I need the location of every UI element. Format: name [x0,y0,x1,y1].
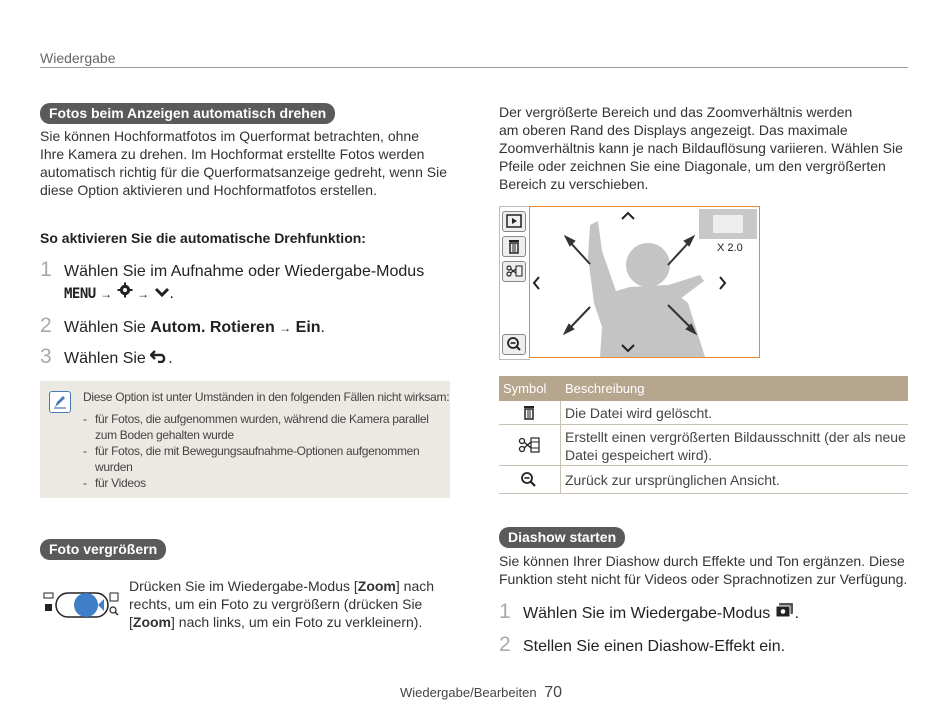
footer [400,684,562,702]
section-header: Wiedergabe [40,50,116,66]
bullet: - [83,476,87,490]
rotate-paragraph [40,127,447,199]
note-item [83,475,429,491]
intro-line: Pfeile oder zeichnen Sie eine Diagonale, um den vergrößerten [499,158,886,174]
slideshow-step-1: 1 Wählen Sie im Wiedergabe-Modus . [499,600,800,623]
arrow-right-icon: → [137,287,150,301]
slideshow-heading [499,527,625,548]
step-text: Wählen Sie im Wiedergabe-Modus [523,605,771,622]
note-icon [49,391,71,413]
table-row [499,401,908,425]
zoom-lever-icon [42,590,122,620]
note-item-text: für Fotos, die mit Bewegungsaufnahme-Optionen aufgenommen [95,444,420,458]
header-divider [40,67,908,68]
zoom-line: Drücken Sie im Wiedergabe-Modus [Zoom] nach [129,578,435,594]
step-text: Stellen Sie einen Diashow-Effekt ein. [523,638,786,655]
rotate-line: automatisch richtig für die Querformatsanzeige gedreht, wenn Sie [40,164,447,180]
option-autom-rotieren: Autom. Rotieren [150,319,275,336]
table-row [499,425,908,466]
note-box [40,381,450,498]
arrow-right-icon: → [100,287,113,301]
slideshow-line: Sie können Ihrer Diashow durch Effekte und Ton ergänzen. Diese [499,553,905,569]
rotate-subheading: So aktivieren Sie die automatische Drehfunktion: [40,230,366,246]
bullet: - [83,412,87,426]
rotate-step-1-path: MENU → → . [64,282,174,305]
playback-icon[interactable] [502,211,526,232]
rotate-heading [40,103,335,124]
camera-screen-illustration [499,204,761,358]
intro-line: Zoomverhältnis kann je nach Bildauflösung variieren. Wählen Sie [499,140,903,156]
step-number: 1 [499,600,511,623]
step-text: Wählen Sie im Aufnahme oder Wiedergabe-Modus [64,263,425,280]
step-number: 2 [499,633,511,656]
zoom-ratio: X 2.0 [717,242,743,254]
rotate-line: diese Option aktivieren und Hochformatfotos erstellen. [40,182,377,198]
settings-gear-icon [117,282,133,305]
table-header [499,376,908,401]
arrow-right-icon: → [279,321,292,335]
zoom-intro-paragraph [499,103,903,193]
zoom-navigator-window [713,215,743,233]
rotate-line: Ihre Kamera zu drehen. Im Hochformat erstellte Fotos werden [40,146,425,162]
trim-icon [517,435,541,460]
table-cell [565,428,906,464]
note-item [83,411,429,427]
note-item-text: für Fotos, die aufgenommen wurden, während die Kamera parallel [95,412,429,426]
table-cell: Die Datei wird gelöscht. [565,405,713,421]
intro-line: am oberen Rand des Displays angezeigt. Das maximale [499,122,848,138]
delete-icon [521,405,537,426]
rotate-step-3: 3 Wählen Sie . [40,345,173,368]
trim-icon[interactable] [502,261,526,282]
page-number: 70 [544,684,563,701]
step-number: 3 [40,345,52,368]
slideshow-heading-label: Diashow starten [499,527,625,548]
col-symbol: Symbol [503,381,547,396]
slideshow-paragraph [499,552,907,588]
note-item-text: wurden [95,460,133,474]
step-text: Wählen Sie [64,319,146,336]
table-cell-line: Datei gespeichert wird). [565,447,713,463]
slideshow-line: Funktion steht nicht für Videos oder Sprachnotizen zur Verfügung. [499,571,908,587]
note-item-text: zum Boden gehalten wurde [95,428,234,442]
zoom-heading [40,539,166,560]
zoom-line: [Zoom] nach links, um ein Foto zu verkleinern). [129,614,423,630]
zoom-navigator [699,209,757,239]
zoom-heading-label: Foto vergrößern [40,539,166,560]
zoom-paragraph [129,577,434,631]
rotate-heading-label: Fotos beim Anzeigen automatisch drehen [40,103,335,124]
zoom-out-icon[interactable] [502,334,526,355]
table-cell-line: Erstellt einen vergrößerten Bildausschnitt (der als neue [565,429,906,445]
step-text: Wählen Sie [64,350,146,367]
rotate-step-1 [40,259,424,283]
note-item-text: für Videos [95,476,146,490]
zoom-out-icon [520,471,538,494]
rotate-line: Sie können Hochformatfotos im Querformat betrachten, ohne [40,128,419,144]
note-title: Diese Option ist unter Umständen in den folgenden Fällen nicht wirksam: [83,390,450,404]
intro-line: Bereich zu verschieben. [499,176,649,192]
zoom-line: rechts, um ein Foto zu vergrößern (drücken Sie [129,596,423,612]
option-ein: Ein [295,319,321,336]
table-cell: Zurück zur ursprünglichen Ansicht. [565,472,780,488]
chevron-down-icon [154,283,170,305]
slideshow-step-2 [499,634,785,658]
zoom-display[interactable] [529,206,760,358]
note-list [83,411,429,491]
delete-icon[interactable] [502,236,526,257]
note-item [83,443,429,459]
col-description: Beschreibung [565,381,645,396]
rotate-step-2: 2 Wählen Sie Autom. Rotieren → Ein. [40,314,325,337]
step-number: 2 [40,314,52,337]
intro-line: Der vergrößerte Bereich und das Zoomverhältnis werden [499,104,853,120]
slideshow-icon [775,602,795,625]
back-icon [150,348,168,370]
step-number: 1 [40,258,52,281]
bullet: - [83,444,87,458]
footer-label: Wiedergabe/Bearbeiten [400,685,537,700]
table-row [499,466,908,494]
menu-button-label: MENU [64,286,96,302]
